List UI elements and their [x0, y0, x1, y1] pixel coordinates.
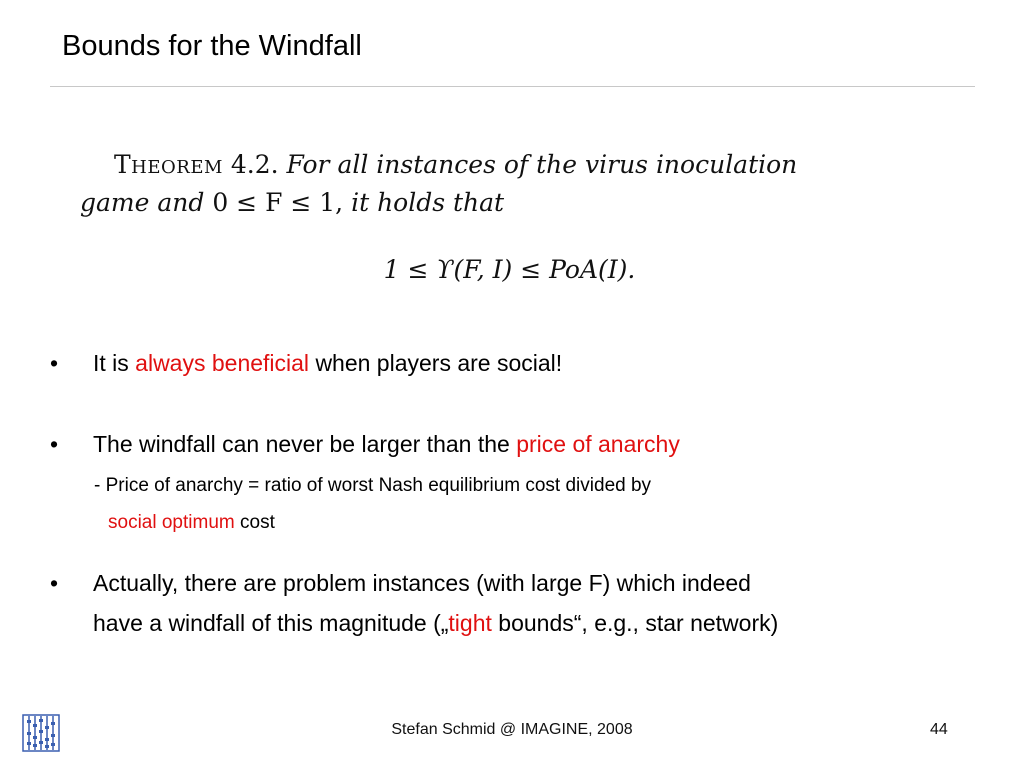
bullet-marker: •	[50, 350, 59, 376]
bullet-1-pre: It is	[93, 350, 129, 376]
bullet-marker: •	[50, 431, 59, 457]
footer-credit: Stefan Schmid @ IMAGINE, 2008	[391, 721, 633, 738]
theorem-line-2	[80, 184, 940, 222]
bullet-2-highlight: price of anarchy	[516, 431, 680, 457]
theorem-number: 4.2.	[230, 150, 279, 179]
theorem-block	[80, 146, 940, 222]
bullet-3-post: bounds“, e.g., star network)	[498, 610, 779, 636]
bullet-3-line-2	[93, 603, 778, 643]
page-number: 44	[930, 721, 948, 738]
bullet-2-sub-highlight: social optimum	[108, 512, 235, 533]
title-divider	[50, 86, 975, 87]
bullet-1-post: when players are social!	[315, 350, 563, 376]
theorem-line-1	[80, 146, 940, 184]
bullet-1-highlight: always beneficial	[135, 350, 310, 376]
theorem-text-2b: it holds that	[351, 188, 505, 217]
theorem-formula: 1 ≤ ϒ(F, I) ≤ PoA(I).	[383, 255, 636, 284]
theorem-text-1: For all instances of the virus inoculation	[286, 150, 798, 179]
bullet-1-text	[93, 343, 562, 383]
theorem-math: 0 ≤ F ≤ 1,	[212, 188, 344, 217]
theorem-text-2a: game and	[80, 188, 205, 217]
bullet-2-sub-post: cost	[240, 512, 275, 533]
slide-title: Bounds for the Windfall	[62, 30, 362, 62]
bullet-2-pre: The windfall can never be larger than the	[93, 431, 510, 457]
bullet-2-text	[93, 424, 680, 464]
bullet-3-highlight: tight	[448, 610, 492, 636]
theorem-formula-row	[0, 255, 1024, 284]
bullet-3-line-1: Actually, there are problem instances (with large F) which indeed	[93, 570, 751, 596]
bullet-3-pre: have a windfall of this magnitude („	[93, 610, 449, 636]
theorem-label: Theorem	[114, 150, 223, 179]
bullet-marker: •	[50, 570, 59, 596]
bullet-2-sub-line-1: - Price of anarchy = ratio of worst Nash equilibrium cost divided by	[94, 475, 652, 496]
bullet-2-sub-line-2	[108, 506, 275, 540]
